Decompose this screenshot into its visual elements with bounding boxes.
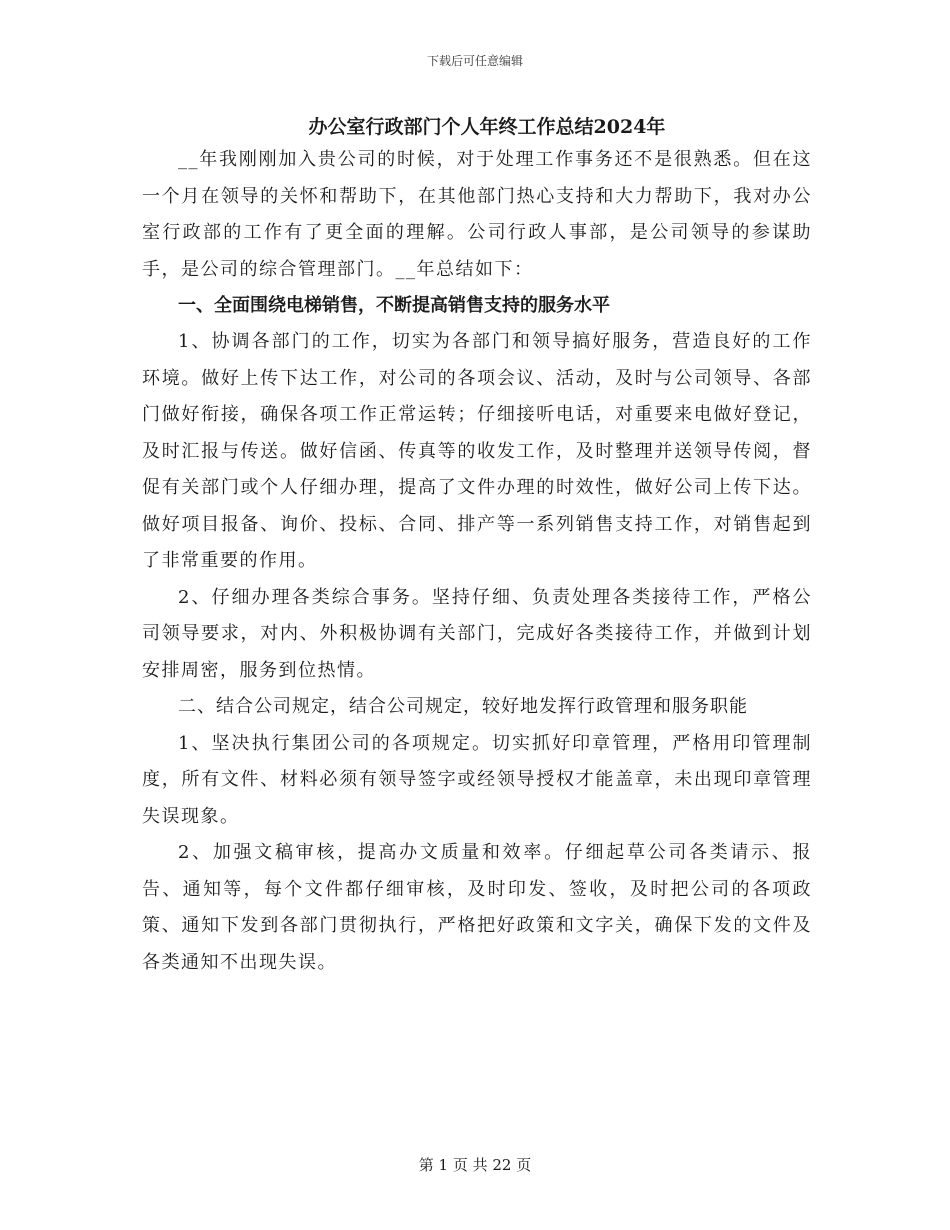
section-1-paragraph-2: 2、仔细办理各类综合事务。坚持仔细、负责处理各类接待工作，严格公司领导要求，对内、外积极协调有关部门，完成好各类接待工作，并做到计划安排周密，服务到位热情。 — [142, 586, 812, 681]
document-title: 办公室行政部门个人年终工作总结2024年 — [308, 116, 666, 138]
section-1-heading: 一、全面围绕电梯销售，不断提高销售支持的服务水平 — [178, 295, 610, 316]
intro-paragraph: __年我刚刚加入贵公司的时候，对于处理工作事务还不是很熟悉。但在这一个月在领导的关怀和帮助下，在其他部门热心支持和大力帮助下，我对办公室行政部的工作有了更全面的理解。公司行政人事部，是公司领导的参谋助手，是公司的综合管理部门。__年总结如下： — [142, 149, 812, 280]
section-2-paragraph-1: 1、坚决执行集团公司的各项规定。切实抓好印章管理，严格用印管理制度，所有文件、材料必须有领导签字或经领导授权才能盖章，未出现印章管理失误现象。 — [142, 732, 812, 827]
section-1-paragraph-1: 1、协调各部门的工作，切实为各部门和领导搞好服务，营造良好的工作环境。做好上传下达工作，对公司的各项会议、活动，及时与公司领导、各部门做好衔接，确保各项工作正常运转；仔细接听电话，对重要来电做好登记，及时汇报与传送。做好信函、传真等的收发工作，及时整理并送领导传阅，督促有关部门或个人仔细办理，提高了文件办理的时效性，做好公司上传下达。做好项目报备、询价、投标、合同、排产等一系列销售支持工作，对销售起到了非常重要的作用。 — [142, 331, 812, 571]
document-body — [142, 112, 812, 981]
header-note: 下载后可任意编辑 — [426, 54, 523, 68]
section-2-paragraph-2: 2、加强文稿审核，提高办文质量和效率。仔细起草公司各类请示、报告、通知等，每个文件都仔细审核，及时印发、签收，及时把公司的各项政策、通知下发到各部门贯彻执行，严格把好政策和文字关，确保下发的文件及各类通知不出现失误。 — [142, 842, 812, 973]
page-footer: 第 1 页 共 22 页 — [418, 1156, 532, 1174]
section-2-heading: 二、结合公司规定，结合公司规定，较好地发挥行政管理和服务职能 — [178, 696, 748, 717]
